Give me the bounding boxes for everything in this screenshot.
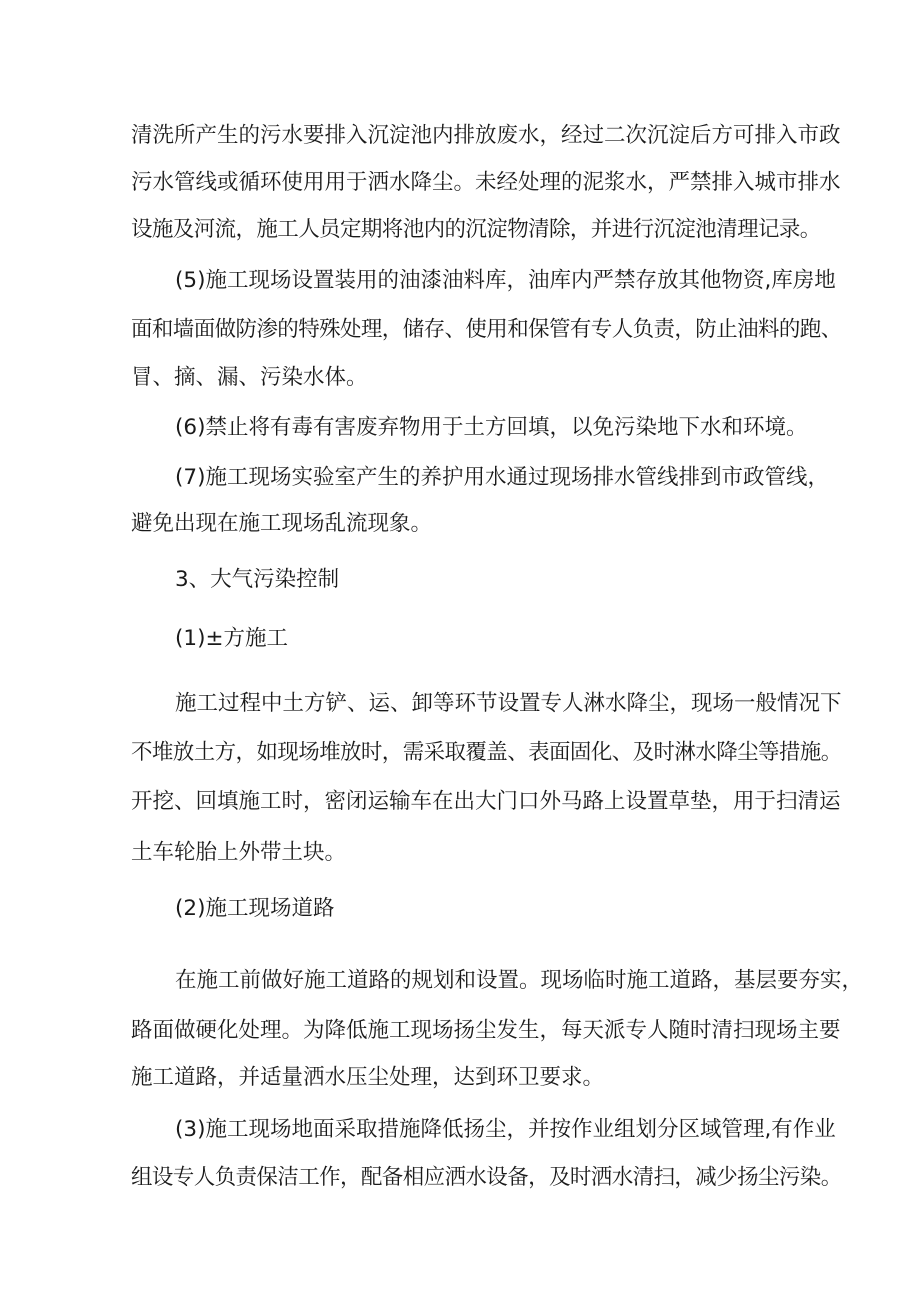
text-line: (3)施工现场地面采取措施降低扬尘，并按作业组划分区域管理,有作业 xyxy=(175,1117,836,1142)
text-line: 组设专人负责保洁工作，配备相应洒水设备，及时洒水清扫，减少扬尘污染。 xyxy=(131,1165,842,1190)
text-line: (6)禁止将有毒有害废弃物用于土方回填，以免污染地下水和环境。 xyxy=(175,415,808,440)
text-line: 施工道路，并适量洒水压尘处理，达到环卫要求。 xyxy=(131,1065,605,1090)
text-line: 污水管线或循环使用用于洒水降尘。未经处理的泥浆水，严禁排入城市排水 xyxy=(131,170,841,195)
text-line: 设施及河流，施工人员定期将池内的沉淀物清除，并进行沉淀池清理记录。 xyxy=(131,217,821,242)
subsection-heading: (2)施工现场道路 xyxy=(175,896,335,921)
text-line: 避免出现在施工现场乱流现象。 xyxy=(131,511,433,536)
section-heading: 3、大气污染控制 xyxy=(175,567,340,592)
text-line: 冒、摘、漏、污染水体。 xyxy=(131,365,368,390)
text-line: 路面做硬化处理。为降低施工现场扬尘发生，每天派专人随时清扫现场主要 xyxy=(131,1018,841,1043)
subsection-heading: (1)±方施工 xyxy=(175,626,288,651)
text-line: 开挖、回填施工时，密闭运输车在出大门口外马路上设置草垫，用于扫清运 xyxy=(131,789,841,814)
text-line: 施工过程中土方铲、运、卸等环节设置专人淋水降尘，现场一般情况下 xyxy=(175,691,842,716)
text-line: (5)施工现场设置装用的油漆油料库，油库内严禁存放其他物资,库房地 xyxy=(175,268,836,293)
text-line: 土车轮胎上外带土块。 xyxy=(131,840,347,865)
text-line: 面和墙面做防渗的特殊处理，储存、使用和保管有专人负责，防止油料的跑、 xyxy=(131,317,842,342)
text-line: 在施工前做好施工道路的规划和设置。现场临时施工道路，基层要夯实， xyxy=(175,968,864,993)
text-line: 不堆放土方，如现场堆放时，需采取覆盖、表面固化、及时淋水降尘等措施。 xyxy=(131,740,842,765)
text-line: (7)施工现场实验室产生的养护用水通过现场排水管线排到市政管线， xyxy=(175,465,829,490)
text-line: 清洗所产生的污水要排入沉淀池内排放废水，经过二次沉淀后方可排入市政 xyxy=(131,123,841,148)
